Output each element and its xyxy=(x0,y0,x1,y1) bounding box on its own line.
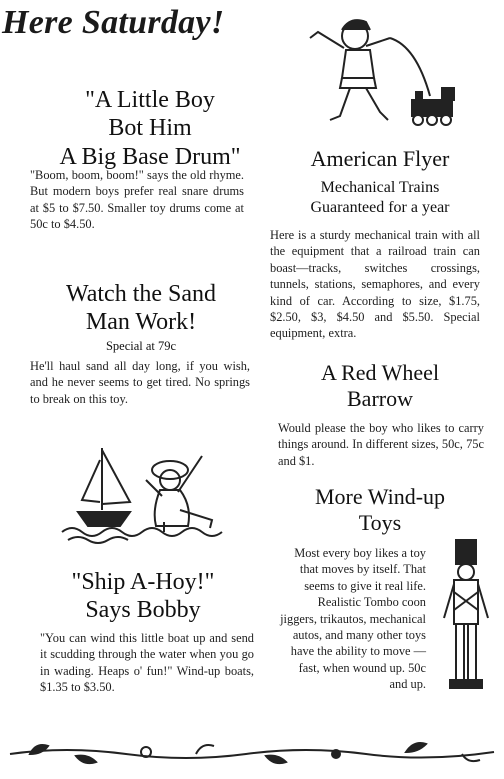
toy-soldier-illustration xyxy=(436,536,496,694)
flyer-subheading-line-1: Mechanical Trains xyxy=(320,179,440,196)
sandman-heading-line-2: Man Work! xyxy=(85,309,197,336)
windup-heading-line-1: More Wind-up xyxy=(314,484,446,509)
ship-heading-line-2: Says Bobby xyxy=(85,597,201,624)
ship-body-text: "You can wind this little boat up and send it scudding through the water when you go in wading. Heaps o' fun!" Wind-up boats, $1.35 to $3.50. xyxy=(40,631,254,695)
barrow-heading-line-1: A Red Wheel xyxy=(320,360,440,385)
sandman-heading xyxy=(30,280,252,337)
flyer-heading: American Flyer xyxy=(310,146,450,171)
flyer-body-text: Here is a sturdy mechanical train with all the equipment that a railroad train can boast—tracks, switches crossings, tunnels, stations, semaphores, and every kind of car. According to size, $1.75, $2.50, $3, $4.50 and $5.50. Special equipment, extra. xyxy=(270,228,480,341)
windup-heading-line-2: Toys xyxy=(358,509,402,535)
ship-heading-line-1: "Ship A-Hoy!" xyxy=(71,569,215,595)
ship-heading xyxy=(30,568,256,625)
drum-body-text: "Boom, boom, boom!" says the old rhyme. But modern boys prefer real snare drums at $5 to $7.50. Smaller toy drums come at 50c to $4.50. xyxy=(30,168,244,232)
sandman-special-price: Special at 79c xyxy=(105,339,177,353)
drum-heading-line-2: Bot Him xyxy=(108,115,192,142)
drum-heading-line-3: A Big Base Drum" xyxy=(59,143,241,170)
child-with-train-illustration xyxy=(300,8,470,133)
barrow-heading-line-2: Barrow xyxy=(347,385,413,411)
barrow-body-text: Would please the boy who likes to carry things around. In different sizes, 50c, 75c and $1. xyxy=(278,421,484,468)
decorative-vine-border xyxy=(6,736,498,770)
windup-heading xyxy=(290,484,470,536)
page-title: Here Saturday! xyxy=(2,4,225,41)
flyer-subheading-line-2: Guaranteed for a year xyxy=(310,199,450,216)
drum-heading-line-1: "A Little Boy xyxy=(85,87,215,113)
sailboat-child-illustration xyxy=(60,440,250,545)
flyer-subheading xyxy=(280,178,480,218)
drum-heading xyxy=(40,86,260,171)
windup-body-text: Most every boy likes a toy that moves by itself. That seems to give it real life. Realistic Tombo coon jiggers, trikautos, mechanical autos, and many other toys have the ability to move — fast, when wound up. 50c and up. xyxy=(280,546,426,691)
sandman-body-text: He'll haul sand all day long, if you wish, and he never seems to get tired. No springs to break on this toy. xyxy=(30,359,250,406)
barrow-heading xyxy=(280,360,480,412)
sandman-heading-line-1: Watch the Sand xyxy=(65,281,217,307)
